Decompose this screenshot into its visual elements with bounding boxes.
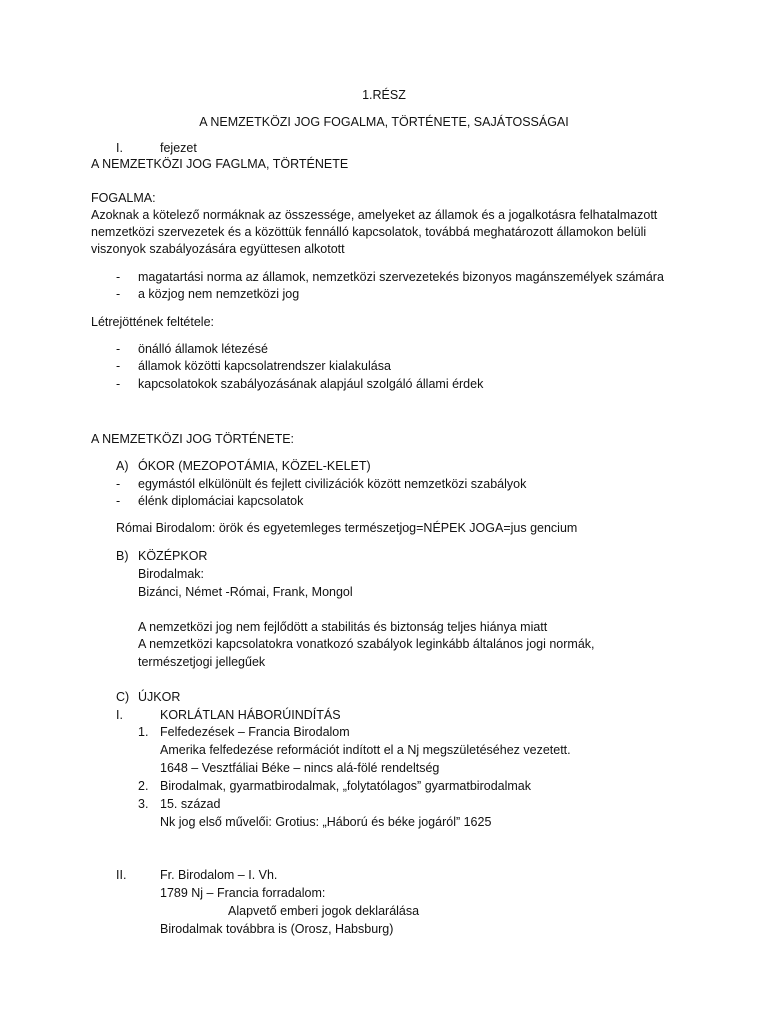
section-marker-a: A) [116, 459, 129, 473]
roman-numeral-1: I. [116, 708, 123, 722]
history-heading: A NEMZETKÖZI JOG TÖRTÉNETE: [91, 432, 295, 446]
conditions-bullet: államok közötti kapcsolatrendszer kialakulása [138, 359, 391, 373]
ancient-bullet: egymástól elkülönült és fejlett civilizációk között nemzetközi szabályok [138, 477, 527, 491]
subsection-title: Fr. Birodalom – I. Vh. [160, 868, 278, 882]
chapter-label: fejezet [160, 141, 197, 155]
list-subline: Amerika felfedezése reformációt indított el a Nj megszületéséhez vezetett. [160, 743, 571, 757]
definition-bullet: a közjog nem nemzetközi jog [138, 287, 300, 301]
part-subtitle: A NEMZETKÖZI JOG FOGALMA, TÖRTÉNETE, SAJÁTOSSÁGAI [199, 115, 569, 129]
ancient-bullet: élénk diplomáciai kapcsolatok [138, 494, 304, 508]
conditions-heading: Létrejöttének feltétele: [91, 315, 214, 329]
subsection-title: KORLÁTLAN HÁBORÚINDÍTÁS [160, 708, 341, 722]
list-subline: 1648 – Vesztfáliai Béke – nincs alá-fölé rendeltség [160, 761, 440, 775]
definition-heading: FOGALMA: [91, 191, 156, 205]
bullet-dash: - [116, 359, 121, 373]
definition-line: viszonyok szabályozására együttesen alkotott [91, 242, 345, 256]
bullet-dash: - [116, 377, 121, 391]
list-number: 3. [138, 797, 149, 811]
section-title-a: ÓKOR (MEZOPOTÁMIA, KÖZEL-KELET) [138, 459, 371, 473]
section-title-c: ÚJKOR [138, 690, 181, 704]
list-subline: Nk jog első művelői: Grotius: „Háború és béke jogáról” 1625 [160, 815, 492, 829]
medieval-text: A nemzetközi jog nem fejlődött a stabilitás és biztonság teljes hiánya miatt [138, 620, 548, 634]
medieval-text: A nemzetközi kapcsolatokra vonatkozó szabályok leginkább általános jogi normák, [138, 637, 595, 651]
roman-numeral-2: II. [116, 868, 127, 882]
definition-line: Azoknak a kötelező normáknak az összessége, amelyeket az államok és a jogalkotásra felhatalmazott [91, 208, 658, 222]
section-title-b: KÖZÉPKOR [138, 549, 208, 563]
conditions-bullet: kapcsolatokok szabályozásának alapjául szolgáló állami érdek [138, 377, 484, 391]
section-marker-b: B) [116, 549, 129, 563]
revolution-line: 1789 Nj – Francia forradalom: [160, 886, 326, 900]
chapter-title: A NEMZETKÖZI JOG FAGLMA, TÖRTÉNETE [91, 157, 349, 171]
section-marker-c: C) [116, 690, 130, 704]
bullet-dash: - [116, 287, 121, 301]
medieval-line: Birodalmak: [138, 567, 204, 581]
bullet-dash: - [116, 494, 121, 508]
medieval-line: Bizánci, Német -Római, Frank, Mongol [138, 585, 353, 599]
bullet-dash: - [116, 342, 121, 356]
list-number: 2. [138, 779, 149, 793]
medieval-text: természetjogi jellegűek [138, 655, 266, 669]
list-item: Birodalmak, gyarmatbirodalmak, „folytatólagos” gyarmatbirodalmak [160, 779, 531, 793]
conditions-bullet: önálló államok létezésé [138, 342, 268, 356]
part-title: 1.RÉSZ [362, 88, 406, 102]
definition-bullet: magatartási norma az államok, nemzetközi szervezetekés bizonyos magánszemélyek számára [138, 270, 664, 284]
chapter-number: I. [116, 141, 123, 155]
declaration-line: Alapvető emberi jogok deklarálása [228, 904, 420, 918]
list-number: 1. [138, 725, 149, 739]
list-item: Felfedezések – Francia Birodalom [160, 725, 350, 739]
definition-line: nemzetközi szervezetek és a közöttük fennálló kapcsolatok, továbbá meghatározott államokon belüli [91, 225, 647, 239]
empires-line: Birodalmak továbbra is (Orosz, Habsburg) [160, 922, 394, 936]
list-item: 15. század [160, 797, 221, 811]
bullet-dash: - [116, 270, 121, 284]
ancient-note: Római Birodalom: örök és egyetemleges természetjog=NÉPEK JOGA=jus gencium [116, 521, 578, 535]
bullet-dash: - [116, 477, 121, 491]
